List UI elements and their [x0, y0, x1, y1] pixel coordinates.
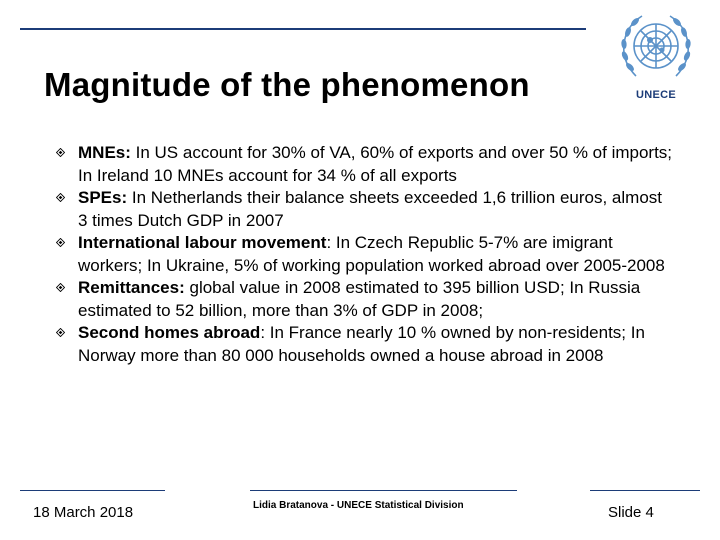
slide-title: Magnitude of the phenomenon: [44, 66, 530, 103]
bullet-heading: MNEs:: [78, 143, 131, 162]
bullet-list: [56, 142, 676, 367]
diamond-bullet-icon: [56, 238, 65, 247]
bullet-heading: Second homes abroad: [78, 323, 261, 342]
bullet-text: In US account for 30% of VA, 60% of exports and over 50 % of imports; In Ireland 10 MNEs account for 34 % of all exports: [78, 143, 673, 185]
list-item: [56, 277, 676, 322]
list-item: [56, 232, 676, 277]
top-divider: [20, 28, 586, 30]
bullet-heading: International labour movement: [78, 233, 327, 252]
list-item: [56, 322, 676, 367]
un-emblem-icon: [614, 6, 698, 90]
diamond-bullet-icon: [56, 193, 65, 202]
list-item: [56, 187, 676, 232]
footer-divider-left: [20, 490, 165, 491]
diamond-bullet-icon: [56, 148, 65, 157]
footer-divider-center: [250, 490, 517, 491]
footer-author: Lidia Bratanova - UNECE Statistical Division: [253, 500, 464, 511]
list-item: [56, 142, 676, 187]
bullet-heading: SPEs:: [78, 188, 128, 207]
bullet-text: : In France nearly 10 % owned by non-residents; In Norway more than 80 000 households owned a house abroad in 2008: [78, 323, 645, 365]
footer-divider-right: [590, 490, 700, 491]
logo-label: UNECE: [635, 89, 676, 101]
diamond-bullet-icon: [56, 283, 65, 292]
bullet-text: global value in 2008 estimated to 395 billion USD; In Russia estimated to 52 billion, more than 3% of GDP in 2008;: [78, 278, 641, 320]
bullet-heading: Remittances:: [78, 278, 185, 297]
diamond-bullet-icon: [56, 328, 65, 337]
footer-date: 18 March 2018: [33, 504, 134, 521]
bullet-text: : In Czech Republic 5-7% are imigrant workers; In Ukraine, 5% of working population worked abroad over 2005-2008: [78, 233, 665, 275]
slide-number: Slide 4: [608, 504, 654, 521]
bullet-text: In Netherlands their balance sheets exceeded 1,6 trillion euros, almost 3 times Dutch GDP in 2007: [78, 188, 663, 230]
unece-logo: [606, 6, 706, 112]
